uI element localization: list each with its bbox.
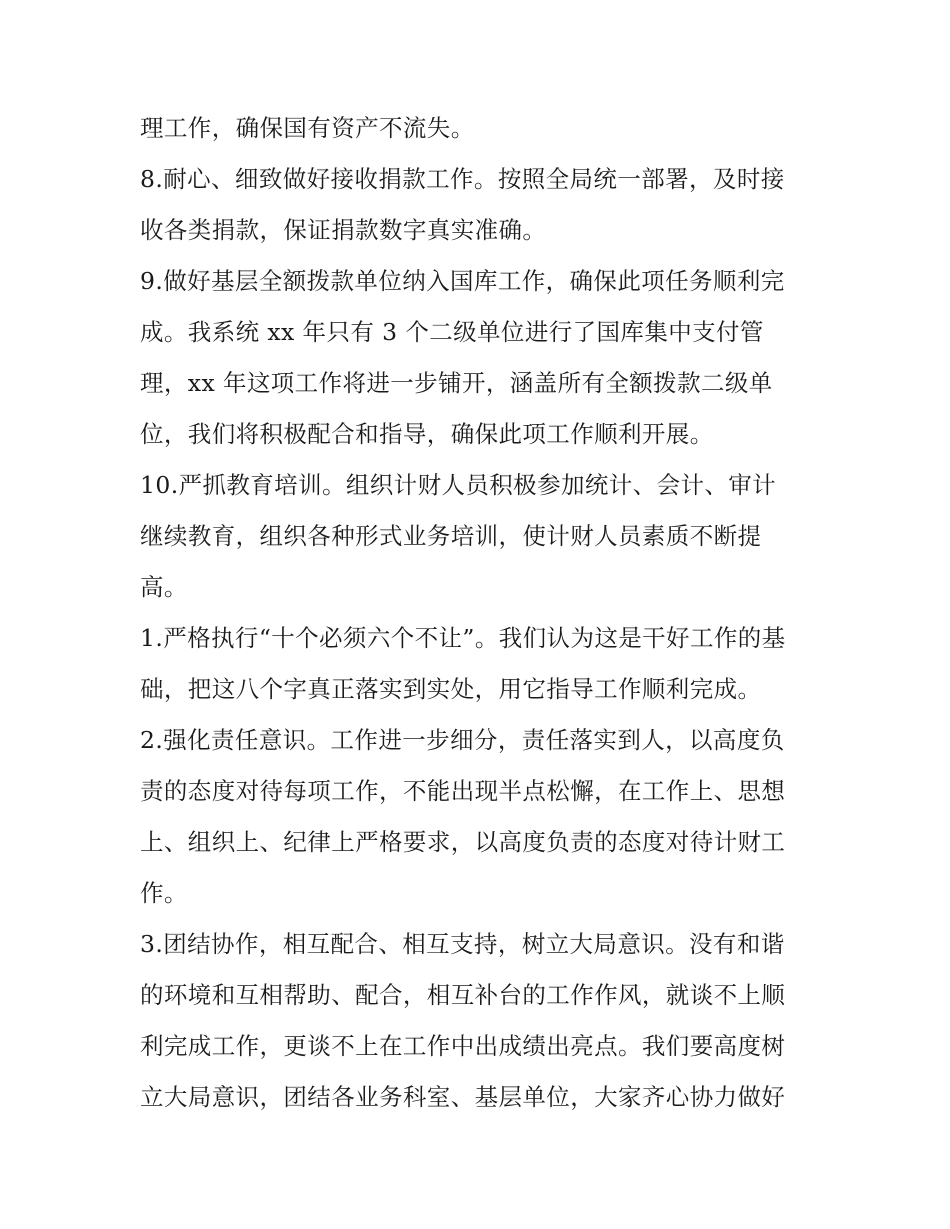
text-line: 上、组织上、纪律上严格要求，以高度负责的态度对待计财工 <box>140 828 786 856</box>
text-line: 3.团结协作，相互配合、相互支持，树立大局意识。没有和谐 <box>140 930 785 958</box>
text-line: 作。 <box>140 879 188 907</box>
text-line: 10.严抓教育培训。组织计财人员积极参加统计、会计、审计 <box>140 471 777 499</box>
text-line: 理工作，确保国有资产不流失。 <box>140 114 475 142</box>
text-line: 的环境和互相帮助、配合，相互补台的工作作风，就谈不上顺 <box>140 981 786 1009</box>
text-line: 位，我们将积极配合和指导，确保此项工作顺利开展。 <box>140 420 714 448</box>
text-line: 高。 <box>140 573 188 601</box>
text-line: 1.严格执行“十个必须六个不让”。我们认为这是干好工作的基 <box>140 624 786 652</box>
text-line: 继续教育，组织各种形式业务培训，使计财人员素质不断提 <box>140 522 762 550</box>
text-line: 9.做好基层全额拨款单位纳入国库工作，确保此项任务顺利完 <box>140 267 785 295</box>
text-line: 理，xx 年这项工作将进一步铺开，涵盖所有全额拨款二级单 <box>140 369 773 397</box>
text-line: 础，把这八个字真正落实到实处，用它指导工作顺利完成。 <box>140 675 762 703</box>
text-line: 2.强化责任意识。工作进一步细分，责任落实到人，以高度负 <box>140 726 785 754</box>
text-line: 收各类捐款，保证捐款数字真实准确。 <box>140 216 547 244</box>
text-line: 成。我系统 xx 年只有 3 个二级单位进行了国库集中支付管 <box>140 318 764 346</box>
text-line: 利完成工作，更谈不上在工作中出成绩出亮点。我们要高度树 <box>140 1032 786 1060</box>
text-line: 责的态度对待每项工作，不能出现半点松懈，在工作上、思想 <box>140 777 786 805</box>
body-text <box>140 103 820 1123</box>
text-line: 立大局意识，团结各业务科室、基层单位，大家齐心协力做好 <box>140 1083 786 1111</box>
text-line: 8.耐心、细致做好接收捐款工作。按照全局统一部署，及时接 <box>140 165 785 193</box>
